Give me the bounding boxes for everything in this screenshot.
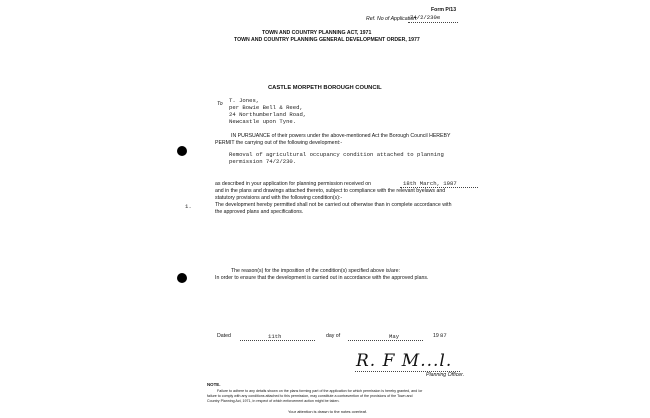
reasons-line-2: In order to ensure that the development is carried out in accordance with the approved plans. bbox=[215, 275, 429, 281]
act-title-2: TOWN AND COUNTRY PLANNING GENERAL DEVELOPMENT ORDER, 1977 bbox=[234, 37, 420, 43]
form-number: Form P/13 bbox=[431, 7, 457, 13]
recipient-line-4: Newcastle upon Tyne. bbox=[229, 118, 297, 125]
ref-value: 74/2/230e bbox=[410, 14, 441, 21]
day-dotted-line bbox=[240, 340, 315, 341]
notes-footer: Your attention is drawn to the notes overleaf. bbox=[288, 409, 368, 414]
notes-line-2: failure to comply with any conditions attached to this permission, may constitute a contravention of the provisions of the Town and bbox=[207, 394, 413, 398]
development-line-1: Removal of agricultural occupancy condition attached to planning bbox=[229, 151, 444, 158]
development-line-2: permission 74/2/230. bbox=[229, 158, 297, 165]
pursuance-line-2: PERMIT the carrying out of the following development:- bbox=[215, 140, 343, 146]
condition-line-1: The development hereby permitted shall not be carried out otherwise than in complete accordance with bbox=[215, 202, 452, 208]
recipient-line-2: per Bowie Bell & Reed, bbox=[229, 104, 303, 111]
received-date: 18th March, 1987 bbox=[403, 180, 457, 187]
ref-label: Ref. No of Application: bbox=[366, 16, 418, 22]
dated-day: 11th bbox=[268, 333, 282, 340]
dated-year-prefix: 19 bbox=[433, 333, 439, 339]
reasons-line-1: The reason(s) for the imposition of the condition(s) specified above is/are: bbox=[231, 268, 400, 274]
punch-hole-top bbox=[177, 146, 187, 156]
application-line-1: as described in your application for planning permission received on bbox=[215, 181, 372, 187]
condition-number: 1. bbox=[185, 203, 192, 210]
notes-line-1: Failure to adhere to any details shown on the plans forming part of the application for which permission is hereby granted, and /or bbox=[217, 389, 423, 393]
dated-year-suffix: 87 bbox=[440, 332, 447, 339]
council-name: CASTLE MORPETH BOROUGH COUNCIL bbox=[268, 85, 382, 91]
recipient-line-1: T. Jones, bbox=[229, 97, 260, 104]
dated-label: Dated bbox=[217, 333, 231, 339]
punch-hole-bottom bbox=[177, 273, 187, 283]
notes-line-3: Country Planning Act, 1971, in respect of which enforcement action might be taken. bbox=[207, 399, 340, 403]
condition-line-2: the approved plans and specifications. bbox=[215, 209, 304, 215]
application-line-2: and in the plans and drawings attached thereto, subject to compliance with the relevant byelaws and bbox=[215, 188, 446, 194]
act-title-1: TOWN AND COUNTRY PLANNING ACT, 1971 bbox=[262, 30, 372, 36]
dated-month: May bbox=[389, 333, 400, 340]
planning-officer-title: Planning Officer. bbox=[426, 372, 465, 378]
planning-officer-signature: R. F M...l. bbox=[356, 351, 453, 371]
recipient-line-3: 24 Northumberland Road, bbox=[229, 111, 307, 118]
day-of-label: day of bbox=[326, 333, 341, 339]
ref-dotted-line bbox=[408, 22, 458, 23]
to-label: To bbox=[217, 101, 223, 107]
application-line-3: statutory provisions and with the following condition(s):- bbox=[215, 195, 343, 201]
month-dotted-line bbox=[348, 340, 423, 341]
notes-heading: NOTE. bbox=[207, 382, 221, 387]
pursuance-line-1: IN PURSUANCE of their powers under the above-mentioned Act the Borough Council HEREBY bbox=[231, 133, 451, 139]
